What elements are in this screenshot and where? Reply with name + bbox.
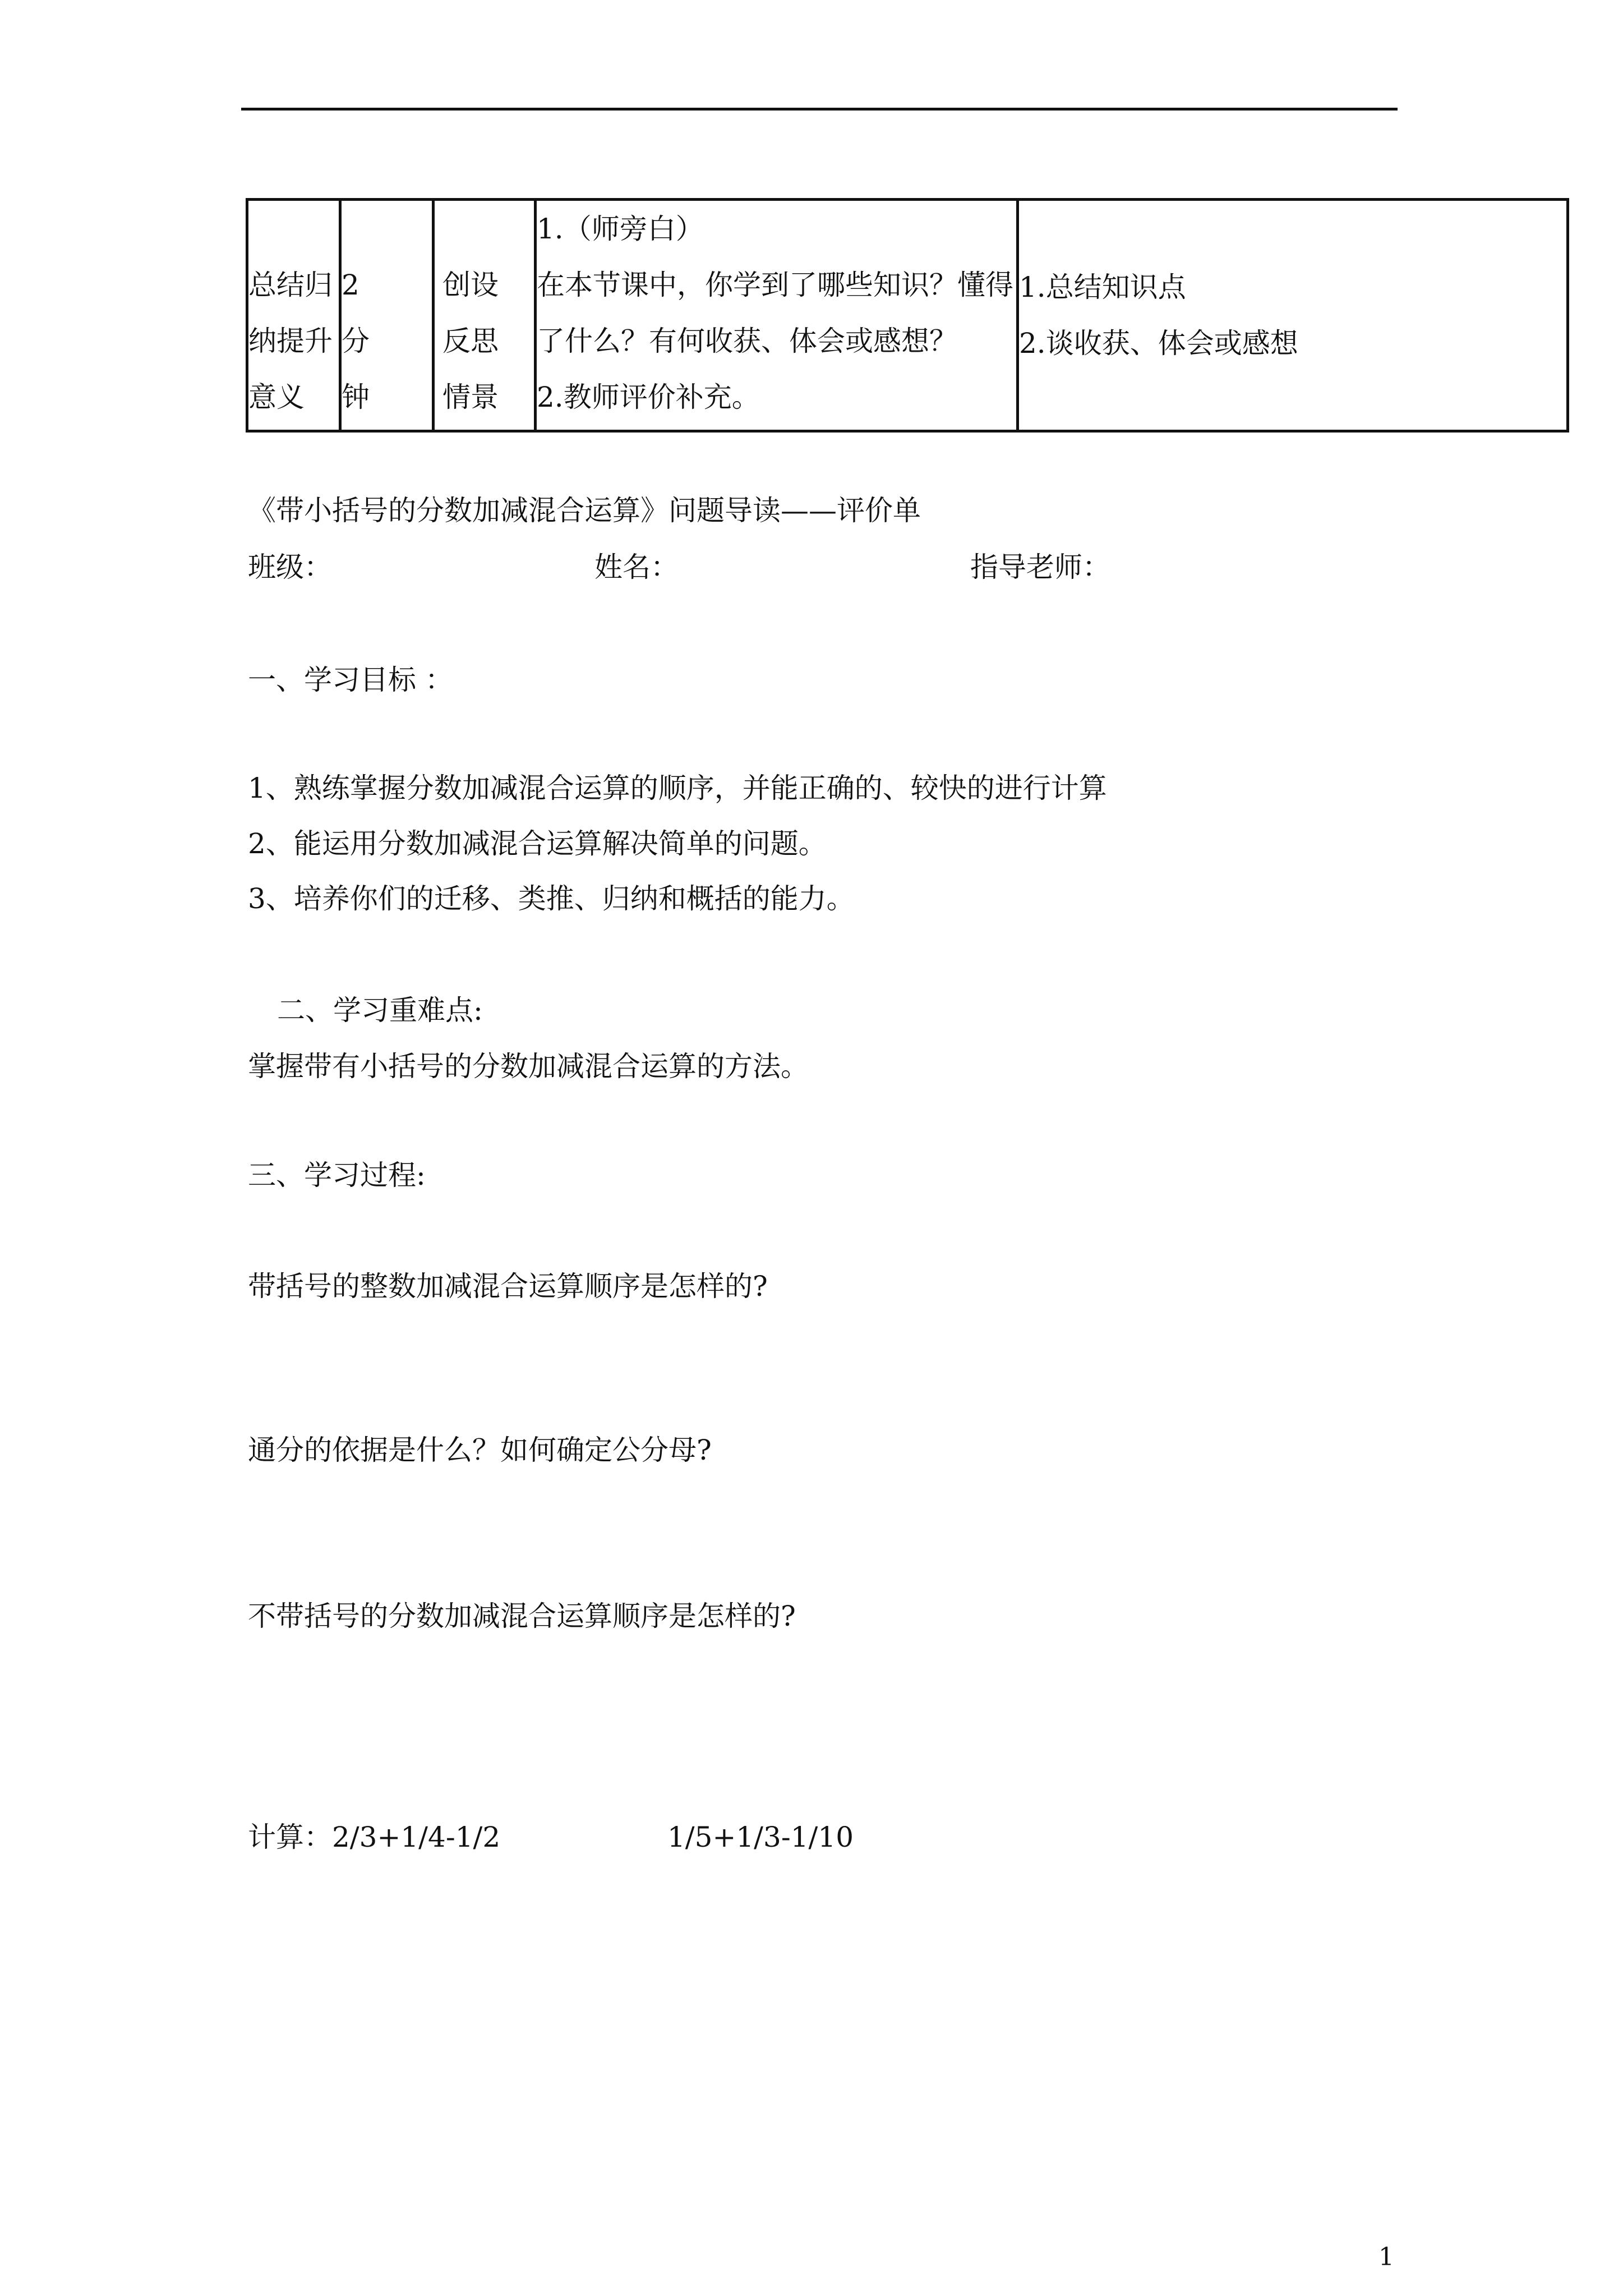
teacher-activity-cell: [536, 200, 1018, 431]
student-activity-cell: [1018, 200, 1568, 431]
name-label: 姓名：: [594, 551, 679, 583]
method-cell: [434, 200, 536, 431]
table-row: [247, 200, 1568, 431]
question-3: 不带括号的分数加减混合运算顺序是怎样的?: [248, 1600, 796, 1632]
time-cell: [340, 200, 434, 431]
key-points-heading: 二、学习重难点:: [277, 994, 483, 1027]
teacher-label: 指导老师：: [970, 551, 1110, 583]
student-activity-line: 2.谈收获、体会或感想: [1019, 327, 1298, 360]
time-line: 2: [342, 269, 359, 301]
process-heading: 三、学习过程:: [248, 1159, 426, 1191]
class-label: 班级：: [248, 551, 332, 583]
teacher-activity-line: 1.（师旁白）: [537, 213, 704, 245]
method-line: 创设: [442, 269, 499, 301]
goal-item: 1、熟练掌握分数加减混合运算的顺序，并能正确的、较快的进行计算: [248, 772, 1107, 804]
goals-heading: 一、学习目标 ：: [248, 664, 453, 696]
time-line: 分: [342, 325, 370, 357]
question-2: 通分的依据是什么？如何确定公分母?: [248, 1434, 712, 1466]
student-activity-line: 1.总结知识点: [1019, 271, 1186, 303]
stage-line: 意义: [248, 381, 305, 413]
key-points-content: 掌握带有小括号的分数加减混合运算的方法。: [248, 1050, 809, 1083]
lesson-summary-table: [246, 198, 1569, 432]
teacher-activity-line: 在本节课中，你学到了哪些知识？懂得: [537, 269, 1013, 301]
teacher-activity-line: 2.教师评价补充。: [537, 381, 760, 413]
goal-item: 3、培养你们的迁移、类推、归纳和概括的能力。: [248, 882, 855, 915]
stage-line: 纳提升: [248, 325, 333, 357]
teacher-activity-line: 了什么？有何收获、体会或感想？: [537, 325, 957, 357]
calc-exercise-1: 计算：2/3+1/4-1/2: [248, 1821, 501, 1853]
time-line: 钟: [342, 381, 370, 413]
method-line: 反思: [442, 325, 499, 357]
method-line: 情景: [442, 381, 499, 413]
stage-cell: [247, 200, 340, 431]
header-rule: [241, 108, 1398, 111]
stage-line: 总结归: [248, 269, 333, 301]
goal-item: 2、能运用分数加减混合运算解决简单的问题。: [248, 827, 827, 860]
question-1: 带括号的整数加减混合运算顺序是怎样的?: [248, 1270, 768, 1303]
page-number: 1: [1378, 2243, 1394, 2271]
sheet-title: 《带小括号的分数加减混合运算》问题导读——评价单: [248, 494, 921, 527]
calc-exercise-2: 1/5+1/3-1/10: [667, 1821, 854, 1853]
